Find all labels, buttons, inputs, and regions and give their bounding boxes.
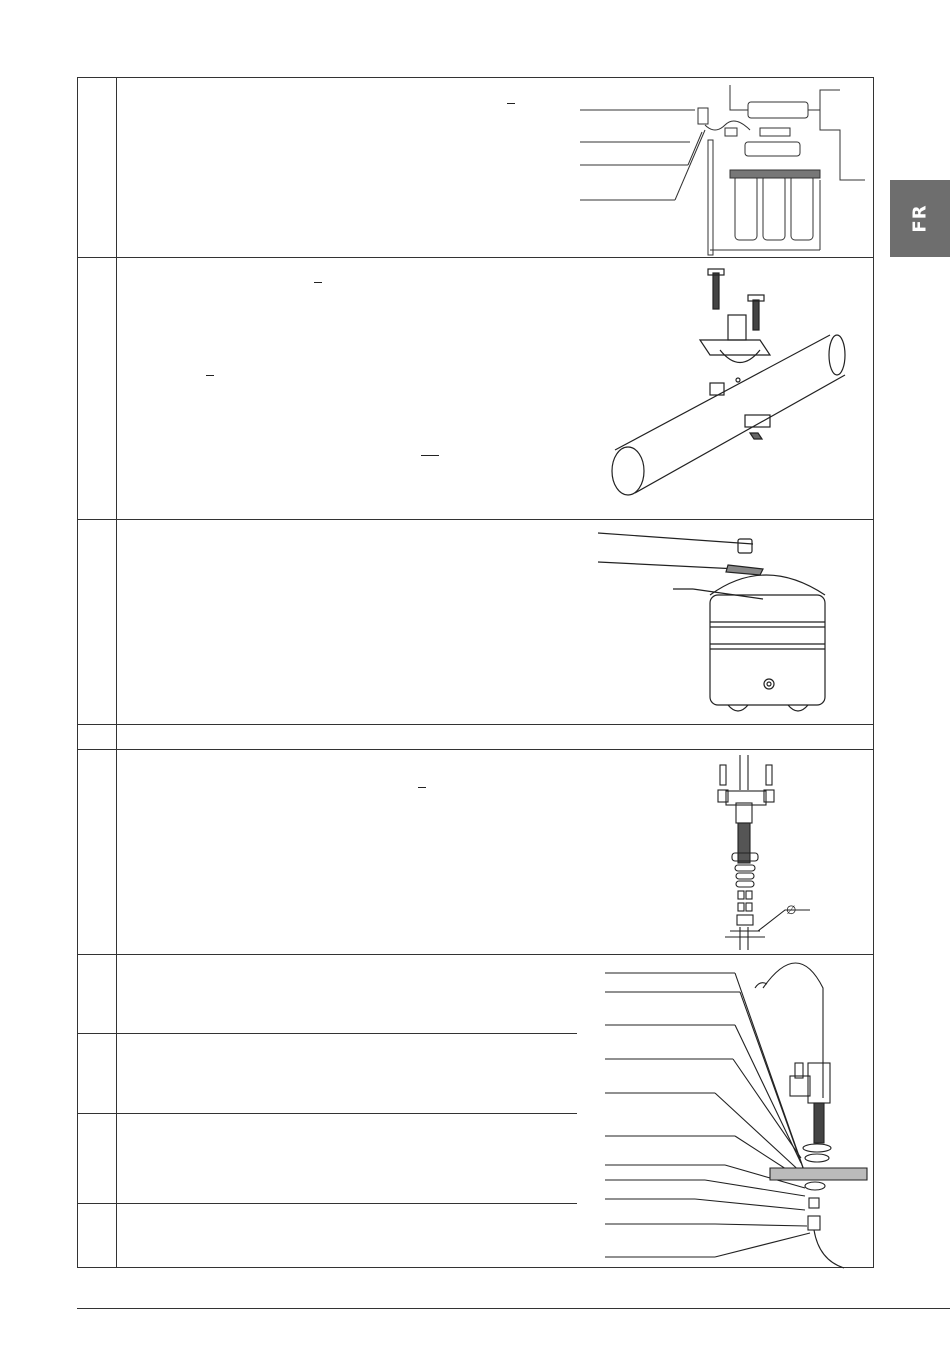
row-divider-1	[77, 257, 874, 258]
row-divider-2	[77, 519, 874, 520]
row-divider-8	[77, 1203, 577, 1204]
faucet-side-illustration	[605, 958, 870, 1268]
underline-mark	[421, 455, 439, 456]
footer-rule	[77, 1308, 950, 1309]
row-divider-7	[77, 1113, 577, 1114]
language-tab	[890, 180, 950, 257]
faucet-exploded-illustration	[700, 755, 820, 950]
diameter-symbol: ∅	[786, 903, 797, 917]
row-divider-5	[77, 954, 874, 955]
underline-mark	[507, 103, 515, 104]
step-number-column-divider	[116, 77, 117, 1268]
language-tab-label: FR	[909, 204, 931, 233]
pressure-tank-illustration	[598, 527, 848, 722]
row-divider-4	[77, 749, 874, 750]
ro-system-illustration	[580, 80, 870, 255]
row-divider-3	[77, 724, 874, 725]
underline-mark	[206, 375, 214, 376]
underline-mark	[314, 282, 322, 283]
row-divider-6	[77, 1033, 577, 1034]
underline-mark	[418, 787, 426, 788]
drain-saddle-clamp-illustration	[600, 265, 850, 500]
